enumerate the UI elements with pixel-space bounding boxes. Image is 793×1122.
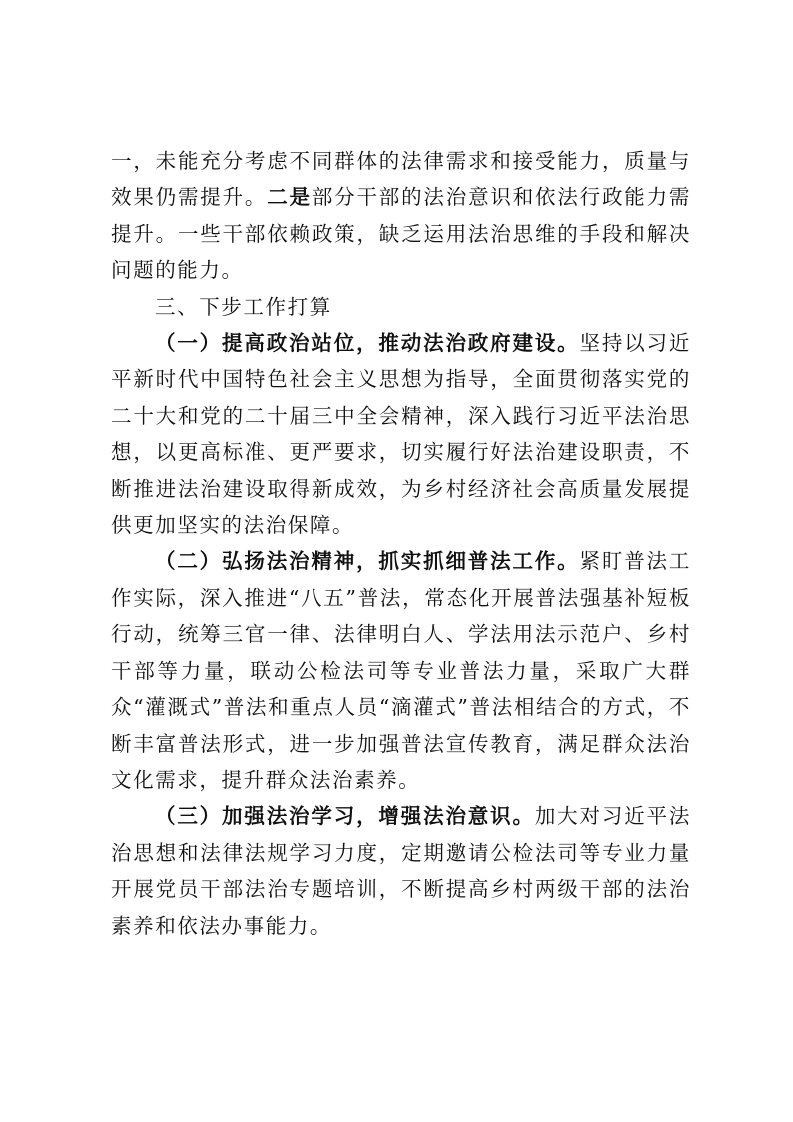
paragraph-item-3 — [111, 798, 691, 944]
item-body: 加大对习近平法治思想和法律法规学习力度，定期邀请公检法司等专业力量开展党员干部法治专题培训，不断提高乡村两级干部的法治素养和依法办事能力。 — [111, 804, 692, 938]
section-heading: 三、下步工作打算 — [155, 294, 332, 319]
item-heading: （三）加强法治学习，增强法治意识。 — [155, 804, 535, 829]
item-body: 坚持以习近平新时代中国特色社会主义思想为指导，全面贯彻落实党的二十大和党的二十届三中全会精神，深入践行习近平法治思想，以更高标准、更严要求，切实履行好法治建设职责，不断推进法治建设取得新成效，为乡村经济社会高质量发展提供更加坚实的法治保障。 — [111, 331, 692, 538]
paragraph-problems — [111, 143, 691, 289]
paragraph-text: 部分干部的法治意识和依法行政能力需提升。一些干部依赖政策，缺乏运用法治思维的手段和解决问题的能力。 — [111, 185, 692, 283]
item-body: 紧盯普法工作实际，深入推进“八五”普法，常态化开展普法强基补短板行动，统筹三官一律、法律明白人、学法用法示范户、乡村干部等力量，联动公检法司等专业普法力量，采取广大群众“灌溉式”普法和重点人员“滴灌式”普法相结合的方式，不断丰富普法形式，进一步加强普法宣传教育，满足群众法治文化需求，提升群众法治素养。 — [111, 549, 692, 792]
item-heading: （一）提高政治站位，推动法治政府建设。 — [155, 331, 580, 356]
paragraph-item-2 — [111, 543, 691, 798]
document-page — [111, 143, 691, 944]
paragraph-item-1 — [111, 325, 691, 543]
paragraph-text: 一，未能充分考虑不同群体的法律需求和接受能力，质量与效果仍需提升。 — [111, 149, 691, 210]
lead-phrase: 二是 — [267, 185, 312, 210]
item-heading: （二）弘扬法治精神，抓实抓细普法工作。 — [155, 549, 580, 574]
